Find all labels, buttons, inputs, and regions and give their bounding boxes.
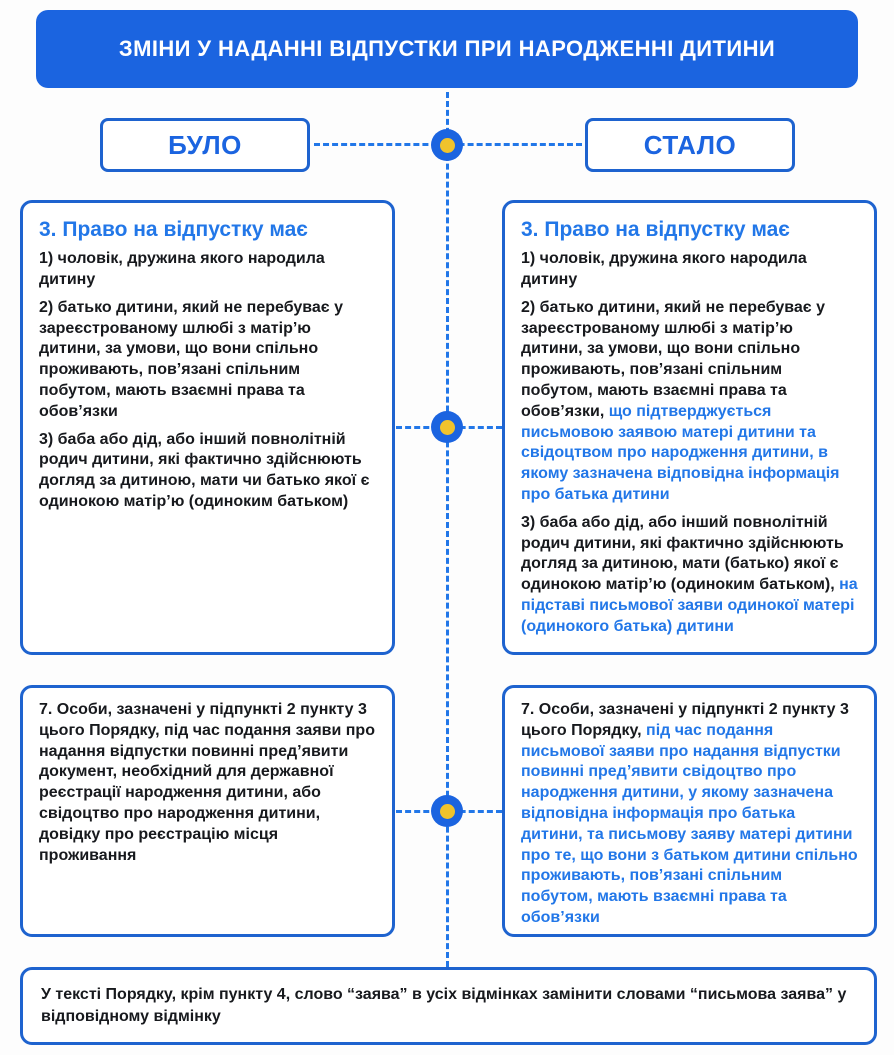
paragraph xyxy=(39,249,376,291)
paragraph xyxy=(521,513,858,638)
text-segment: 2) батько дитини, який не перебуває у зареєстрованому шлюбі з матір’ю дитини, за умови, що вони спільно проживають, пов’язані спільним побутом, мають взаємні права та обов’язки, xyxy=(521,298,825,420)
footer-note-box xyxy=(20,967,877,1045)
infographic-title xyxy=(36,10,858,88)
title-text: ЗМІНИ У НАДАННІ ВІДПУСТКИ ПРИ НАРОДЖЕННІ ДИТИНИ xyxy=(118,36,776,61)
paragraph xyxy=(39,430,376,513)
paragraph xyxy=(39,700,376,866)
after-point7-box xyxy=(502,685,877,937)
paragraph xyxy=(521,249,858,291)
changed-text-segment: що підтверджується письмовою заявою матері дитини та свідоцтвом про народження дитини, в якому зазначена відповідна інформація про батька дитини xyxy=(521,402,840,503)
after-point3-heading: 3. Право на відпустку має xyxy=(521,218,790,241)
after-label-box xyxy=(585,118,795,172)
paragraph xyxy=(521,298,858,506)
after-point3-text xyxy=(521,249,858,637)
node-yellow-dot-icon xyxy=(440,138,455,153)
text-segment: 2) батько дитини, який не перебуває у зареєстрованому шлюбі з матір’ю дитини, за умови, що вони спільно проживають, пов’язані спільним побутом, мають взаємні права та обов’язки xyxy=(39,298,343,420)
after-point7-text xyxy=(521,700,858,929)
connector-node-icon xyxy=(431,795,463,827)
before-point3-box xyxy=(20,200,395,655)
text-segment: 3) баба або дід, або інший повнолітній родич дитини, які фактично здійснюють догляд за дитиною, мати чи батько якої є одинокою матір’ю (одиноким батьком) xyxy=(39,430,370,510)
text-segment: 1) чоловік, дружина якого народила дитину xyxy=(39,250,325,288)
before-point3-text xyxy=(39,249,376,513)
after-label: СТАЛО xyxy=(643,129,737,160)
after-point3-box xyxy=(502,200,877,655)
before-point3-heading: 3. Право на відпустку має xyxy=(39,218,308,241)
text-segment: 7. Особи, зазначені у підпункті 2 пункту 3 цього Порядку, xyxy=(521,701,849,739)
before-label: БУЛО xyxy=(168,129,242,160)
text-segment: 1) чоловік, дружина якого народила дитину xyxy=(521,250,807,288)
text-segment: 3) баба або дід, або інший повнолітній родич дитини, які фактично здійснюють догляд за дитиною, мати (батько) якої є одинокою матір’ю (одиноким батьком), xyxy=(521,513,844,594)
footer-note-text: У тексті Порядку, крім пункту 4, слово “заява” в усіх відмінках замінити словами “письмова заява” у відповідному відмінку xyxy=(41,986,847,1025)
paragraph xyxy=(39,298,376,423)
connector-node-icon xyxy=(431,129,463,161)
before-point7-text xyxy=(39,700,376,866)
before-label-box xyxy=(100,118,310,172)
changed-text-segment: на підставі письмової заяви одинокої матері (одинокого батька) дитини xyxy=(521,576,858,635)
text-segment: 7. Особи, зазначені у підпункті 2 пункту 3 цього Порядку, під час подання заяви про надання відпустки повинні пред’явити документ, необхідний для державної реєстрації народження дитини, або свідоцтво про народження дитини, довідку про реєстрацію місця проживання xyxy=(39,701,375,864)
paragraph xyxy=(521,700,858,929)
center-dashed-line xyxy=(446,92,449,967)
node-yellow-dot-icon xyxy=(440,420,455,435)
before-point7-box xyxy=(20,685,395,937)
node-yellow-dot-icon xyxy=(440,804,455,819)
connector-node-icon xyxy=(431,411,463,443)
changed-text-segment: під час подання письмової заяви про надання відпустки повинні пред’явити свідоцтво про народження дитини, у якому зазначена відповідна інформація про батька дитини, та письмову заяву матері дитини про те, що вони з батьком дитини спільно проживають, пов’язані спільним побутом, мають взаємні права та обов’язки xyxy=(521,721,858,926)
